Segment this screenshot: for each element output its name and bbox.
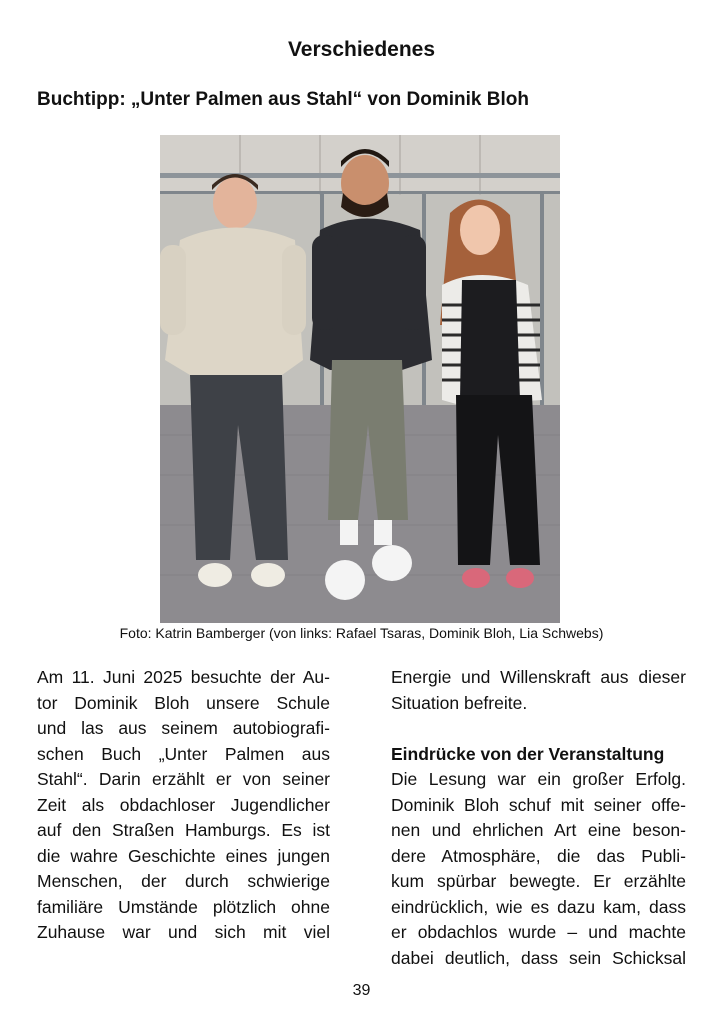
text-line: Dominik Bloh schuf mit seiner offe- — [391, 794, 686, 815]
text-line: Am 11. Juni 2025 besuchte der Au- — [37, 667, 330, 687]
text-line: die wahre Geschichte eines jungen — [37, 845, 330, 866]
text-line: Stahl“. Darin erzählt er von seiner — [37, 769, 330, 789]
text-line: familiäre Umstände plötzlich ohne — [37, 896, 330, 917]
text-line: Die Lesung war ein großer Erfolg. — [391, 769, 686, 789]
right-column — [391, 665, 686, 971]
text-line: Situation befreite. — [391, 692, 528, 713]
text-line: tor Dominik Bloh unsere Schule — [37, 692, 330, 713]
text-line: Menschen, der durch schwierige — [37, 871, 330, 891]
text-line: er obdachlos wurde – und machte — [391, 922, 686, 942]
left-column — [37, 665, 330, 946]
article-title: Buchtipp: „Unter Palmen aus Stahl“ von Dominik Bloh — [37, 89, 529, 110]
text-line: kum spürbar bewegte. Er erzählte — [391, 871, 686, 891]
text-line: schen Buch „Unter Palmen aus — [37, 743, 330, 764]
section-title: Verschiedenes — [287, 38, 436, 61]
paragraph-gap — [391, 716, 686, 742]
text-line: dere Atmosphäre, die das Publi- — [391, 845, 686, 866]
text-line: dabei deutlich, dass sein Schicksal — [391, 947, 686, 968]
text-line: nen und ehrlichen Art eine beson- — [391, 820, 686, 840]
text-line: und las aus seinem autobiografi- — [37, 718, 330, 738]
text-line: auf den Straßen Hamburgs. Es ist — [37, 820, 330, 840]
article-photo — [160, 135, 560, 623]
text-line: Zuhause war und sich mit viel — [37, 922, 330, 942]
subheading: Eindrücke von der Veranstaltung — [391, 743, 665, 764]
text-line: Energie und Willenskraft aus dieser — [391, 667, 686, 687]
page-number: 39 — [352, 982, 371, 999]
text-line: Zeit als obdachloser Jugendlicher — [37, 794, 330, 815]
photo-caption: Foto: Katrin Bamberger (von links: Rafael Tsaras, Dominik Bloh, Lia Schwebs) — [119, 625, 604, 641]
text-line: eindrücklich, wie es dazu kam, dass — [391, 896, 686, 917]
